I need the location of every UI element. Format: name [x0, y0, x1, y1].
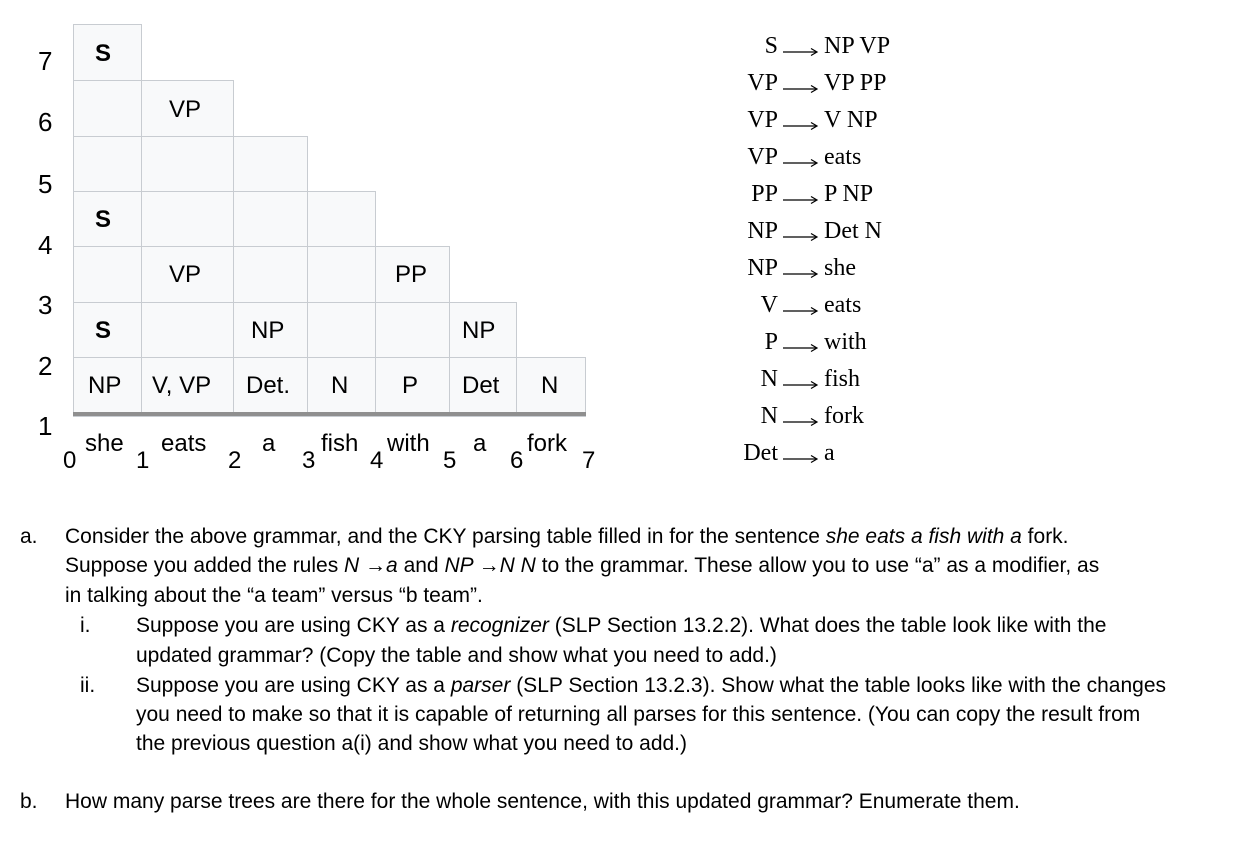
long-right-arrow-icon [783, 195, 819, 205]
text-run: (SLP Section 13.2.3). Show what the table looks like with the changes [510, 674, 1167, 697]
question-a-ii-line-1 [136, 671, 1166, 701]
rule-lhs: S [764, 33, 778, 59]
long-right-arrow-icon [783, 158, 819, 168]
position-1: 1 [136, 447, 150, 474]
grammar-rule [700, 33, 1000, 69]
question-b-marker: b. [20, 790, 38, 813]
grammar-rule [700, 366, 1000, 402]
long-right-arrow-icon [783, 47, 819, 57]
position-2: 2 [228, 447, 242, 474]
cell-span4-col1 [141, 191, 234, 247]
rule-rhs: with [824, 329, 867, 355]
word-6: fork [527, 430, 568, 457]
label-span1-col6: N [541, 372, 559, 399]
row-label-6: 6 [38, 107, 53, 137]
grammar-rule [700, 255, 1000, 291]
rule-lhs: P [764, 329, 778, 355]
long-right-arrow-icon [783, 306, 819, 316]
rule-rhs: fish [824, 366, 860, 392]
rule-lhs: N [760, 366, 778, 392]
long-right-arrow-icon [783, 121, 819, 131]
rule-lhs: Det [743, 440, 778, 466]
chart-bottom-line [73, 416, 586, 417]
position-0: 0 [63, 447, 77, 474]
grammar-rule [700, 440, 1000, 476]
rule-rhs: NP VP [824, 33, 891, 59]
label-span6-col1: VP [169, 96, 202, 123]
word-5: a [473, 430, 487, 457]
label-span3-col4: PP [395, 261, 428, 288]
label-span2-col0: S [95, 317, 112, 344]
italic-term: recognizer [450, 614, 549, 637]
rule-n-a: N →a [344, 554, 398, 577]
row-label-5: 5 [38, 169, 53, 199]
row-label-3: 3 [38, 290, 53, 320]
text-run: fork. [1021, 525, 1069, 548]
question-a-line-2 [65, 551, 1099, 581]
rule-lhs: V [760, 292, 778, 318]
label-span2-col2: NP [251, 317, 285, 344]
grammar-rule [700, 144, 1000, 180]
position-5: 5 [443, 447, 457, 474]
rule-rhs: she [824, 255, 856, 281]
label-span3-col1: VP [169, 261, 202, 288]
question-b-text: How many parse trees are there for the whole sentence, with this updated grammar? Enumerate them. [65, 790, 1020, 813]
text-run: Suppose you added the rules [65, 554, 345, 577]
rule-rhs: eats [824, 292, 862, 318]
cell-span2-col4 [375, 302, 450, 358]
position-4: 4 [370, 447, 384, 474]
word-1: eats [161, 430, 207, 457]
cell-span3-col0 [73, 246, 142, 303]
cell-span5-col1 [141, 136, 234, 192]
italic-term: parser [450, 674, 511, 697]
rule-rhs: a [824, 440, 835, 466]
cell-span5-col2 [233, 136, 308, 192]
long-right-arrow-icon [783, 454, 819, 464]
question-a-ii-line-3: the previous question a(i) and show what you need to add.) [136, 732, 688, 755]
label-span1-col1: V, VP [152, 372, 212, 399]
question-a-line-3: in talking about the “a team” versus “b team”. [65, 584, 483, 607]
grammar-rule [700, 218, 1000, 254]
cell-span2-col1 [141, 302, 234, 358]
row-label-4: 4 [38, 230, 53, 260]
row-label-1: 1 [38, 411, 53, 441]
italic-sentence: she eats a fish with a [825, 525, 1022, 548]
rule-lhs: VP [747, 144, 778, 170]
long-right-arrow-icon [783, 269, 819, 279]
rule-lhs: VP [747, 70, 778, 96]
text-run: Suppose you are using CKY as a [136, 614, 451, 637]
word-3: fish [321, 430, 359, 457]
position-7: 7 [582, 447, 596, 474]
question-a-line-1 [65, 522, 1069, 552]
grammar-rule [700, 329, 1000, 365]
position-3: 3 [302, 447, 316, 474]
question-a-ii-line-2: you need to make so that it is capable of returning all parses for this sentence. (You can copy the result from [136, 703, 1141, 726]
cell-span5-col0 [73, 136, 142, 192]
position-6: 6 [510, 447, 524, 474]
grammar-rule [700, 107, 1000, 143]
cell-span3-col2 [233, 246, 308, 303]
text-run: (SLP Section 13.2.2). What does the table look like with the [548, 614, 1107, 637]
label-span1-col4: P [402, 372, 419, 399]
long-right-arrow-icon [783, 380, 819, 390]
rule-rhs: fork [824, 403, 864, 429]
label-span1-col5: Det [462, 372, 500, 399]
rule-rhs: P NP [824, 181, 874, 207]
question-a-marker: a. [20, 525, 38, 548]
rule-lhs: PP [751, 181, 778, 207]
rule-rhs: Det N [824, 218, 882, 244]
rule-lhs: NP [747, 218, 778, 244]
rule-rhs: eats [824, 144, 862, 170]
label-span1-col2: Det. [246, 372, 291, 399]
text-run: and [397, 554, 445, 577]
label-span2-col5: NP [462, 317, 496, 344]
rule-rhs: V NP [824, 107, 878, 133]
text-run: to the grammar. These allow you to use “a” as a modifier, as [535, 554, 1100, 577]
rule-lhs: N [760, 403, 778, 429]
word-2: a [262, 430, 276, 457]
label-span7-col0: S [95, 40, 112, 67]
cell-span4-col3 [307, 191, 376, 247]
question-a-i-line-2: updated grammar? (Copy the table and show what you need to add.) [136, 644, 777, 667]
word-0: she [85, 430, 124, 457]
grammar-rule [700, 292, 1000, 328]
cell-span2-col3 [307, 302, 376, 358]
grammar-rule [700, 403, 1000, 439]
row-label-7: 7 [38, 46, 53, 76]
cell-span6-col0 [73, 80, 142, 137]
grammar-rule [700, 181, 1000, 217]
long-right-arrow-icon [783, 232, 819, 242]
rule-rhs: VP PP [824, 70, 887, 96]
question-a-ii-marker: ii. [80, 674, 96, 697]
long-right-arrow-icon [783, 417, 819, 427]
word-4: with [387, 430, 430, 457]
text-run: Suppose you are using CKY as a [136, 674, 451, 697]
grammar-rule [700, 70, 1000, 106]
rule-lhs: VP [747, 107, 778, 133]
rule-np-n-n: NP →N N [444, 554, 536, 577]
question-a-i-line-1 [136, 611, 1107, 641]
long-right-arrow-icon [783, 343, 819, 353]
text-run: Consider the above grammar, and the CKY parsing table filled in for the sentence [65, 525, 826, 548]
rule-lhs: NP [747, 255, 778, 281]
cell-span3-col3 [307, 246, 376, 303]
label-span1-col0: NP [88, 372, 122, 399]
label-span4-col0: S [95, 206, 112, 233]
question-a-i-marker: i. [80, 614, 91, 637]
label-span1-col3: N [331, 372, 349, 399]
cell-span4-col2 [233, 191, 308, 247]
long-right-arrow-icon [783, 84, 819, 94]
row-label-2: 2 [38, 351, 53, 381]
